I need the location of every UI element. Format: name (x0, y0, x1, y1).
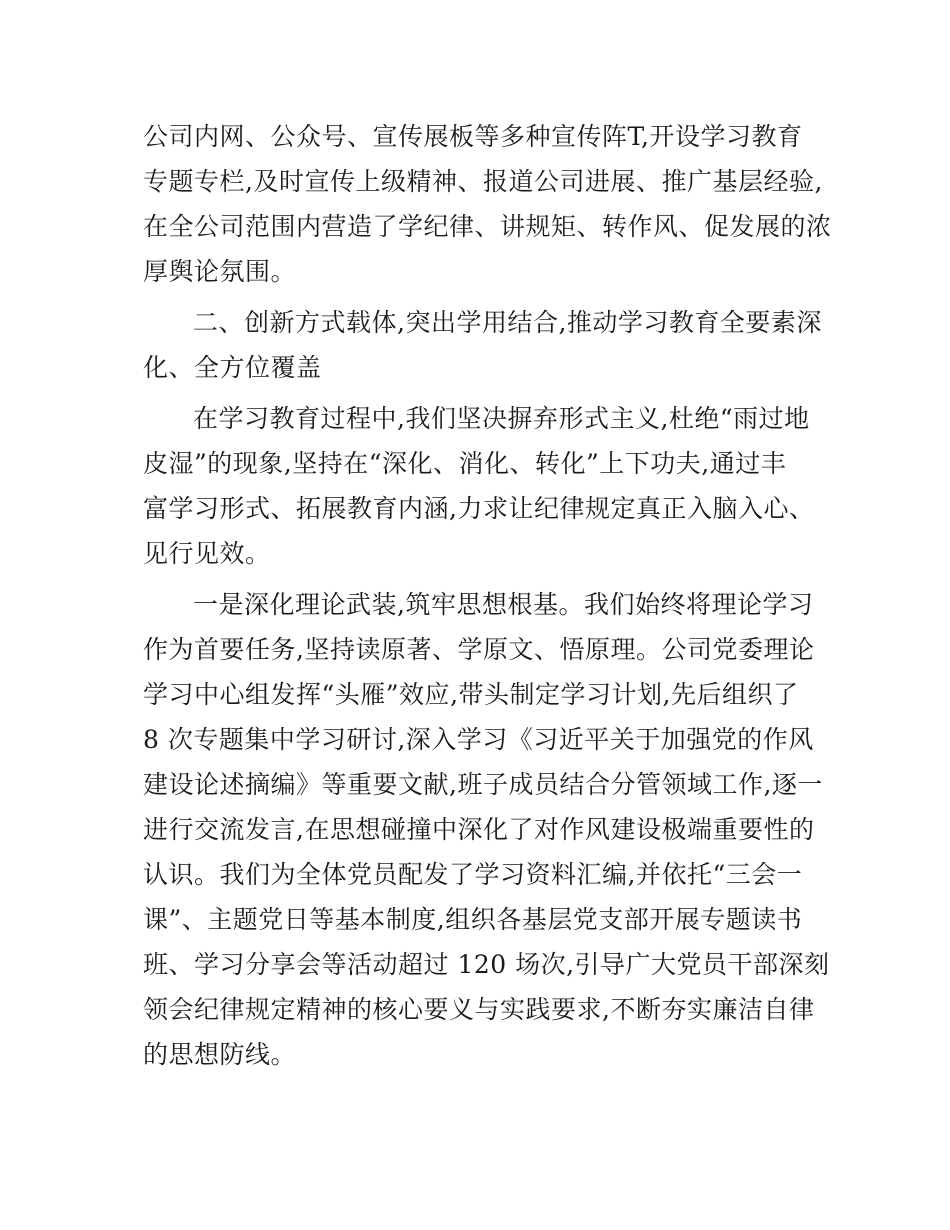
paragraph-line: 班、学习分享会等活动超过 120 场次,引导广大党员干部深刻 (143, 950, 830, 979)
paragraph-line: 在全公司范围内营造了学纪律、讲规矩、转作风、促发展的浓 (143, 212, 832, 241)
paragraph-line: 见行见效。 (143, 539, 271, 568)
paragraph-line: 一是深化理论武装,筑牢思想根基。我们始终将理论学习 (193, 590, 814, 619)
section-heading (143, 300, 822, 390)
paragraph-1 (143, 114, 832, 294)
paragraph-line: 作为首要任务,坚持读原著、学原文、悟原理。公司党委理论 (143, 635, 815, 664)
paragraph-line: 专题专栏,及时宣传上级精神、报道公司进展、推广基层经验, (143, 167, 823, 196)
paragraph-line: 认识。我们为全体党员配发了学习资料汇编,并依托“三会一 (143, 860, 803, 889)
heading-line: 化、全方位覆盖 (143, 353, 322, 382)
paragraph-line: 公司内网、公众号、宣传展板等多种宣传阵T,开设学习教育 (143, 122, 803, 151)
heading-line: 二、创新方式载体,突出学用结合,推动学习教育全要素深 (193, 308, 822, 337)
paragraph-4 (143, 582, 830, 1077)
paragraph-line: 建设论述摘编》等重要文献,班子成员结合分管领域工作,逐一 (143, 770, 823, 799)
paragraph-line: 课”、主题党日等基本制度,组织各基层党支部开展专题读书 (143, 905, 803, 934)
paragraph-line: 在学习教育过程中,我们坚决摒弃形式主义,杜绝“雨过地 (193, 404, 810, 433)
paragraph-line: 富学习形式、拓展教育内涵,力求让纪律规定真正入脑入心、 (143, 494, 815, 523)
paragraph-line: 的思想防线。 (143, 1040, 297, 1069)
paragraph-line: 领会纪律规定精神的核心要义与实践要求,不断夯实廉洁自律 (143, 995, 815, 1024)
paragraph-line: 进行交流发言,在思想碰撞中深化了对作风建设极端重要性的 (143, 815, 815, 844)
paragraph-line: 皮湿”的现象,坚持在“深化、消化、转化”上下功夫,通过丰 (143, 449, 787, 478)
paragraph-line: 学习中心组发挥“头雁”效应,带头制定学习计划,先后组织了 (143, 680, 799, 709)
paragraph-3 (143, 396, 813, 576)
paragraph-line: 厚舆论氛围。 (143, 257, 297, 286)
paragraph-line: 8 次专题集中学习研讨,深入学习《习近平关于加强党的作风 (143, 725, 814, 754)
